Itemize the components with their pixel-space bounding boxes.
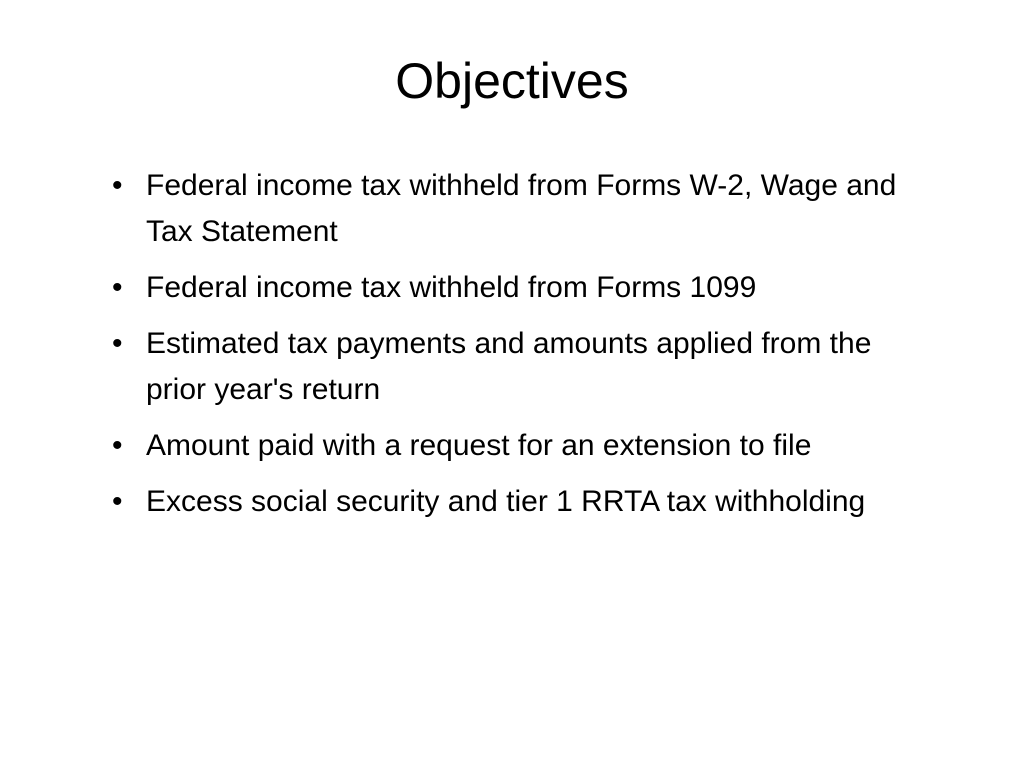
list-item-text: Amount paid with a request for an extension to file (146, 429, 812, 462)
list-item (112, 163, 932, 255)
bullet-icon: • (112, 271, 123, 304)
list-item (112, 321, 932, 413)
bullet-icon: • (112, 429, 123, 462)
objectives-list (112, 163, 932, 535)
list-item-text: Federal income tax withheld from Forms 1099 (146, 271, 757, 304)
list-item (112, 479, 932, 525)
slide-title: Objectives (395, 53, 629, 109)
list-item-text: Estimated tax payments and amounts applied from the prior year's return (146, 327, 872, 406)
list-item (112, 265, 932, 311)
list-item-text: Federal income tax withheld from Forms W-2, Wage and Tax Statement (146, 169, 897, 248)
bullet-icon: • (112, 327, 123, 360)
bullet-icon: • (112, 169, 123, 202)
list-item (112, 423, 932, 469)
bullet-icon: • (112, 485, 123, 518)
list-item-text: Excess social security and tier 1 RRTA tax withholding (146, 485, 866, 518)
